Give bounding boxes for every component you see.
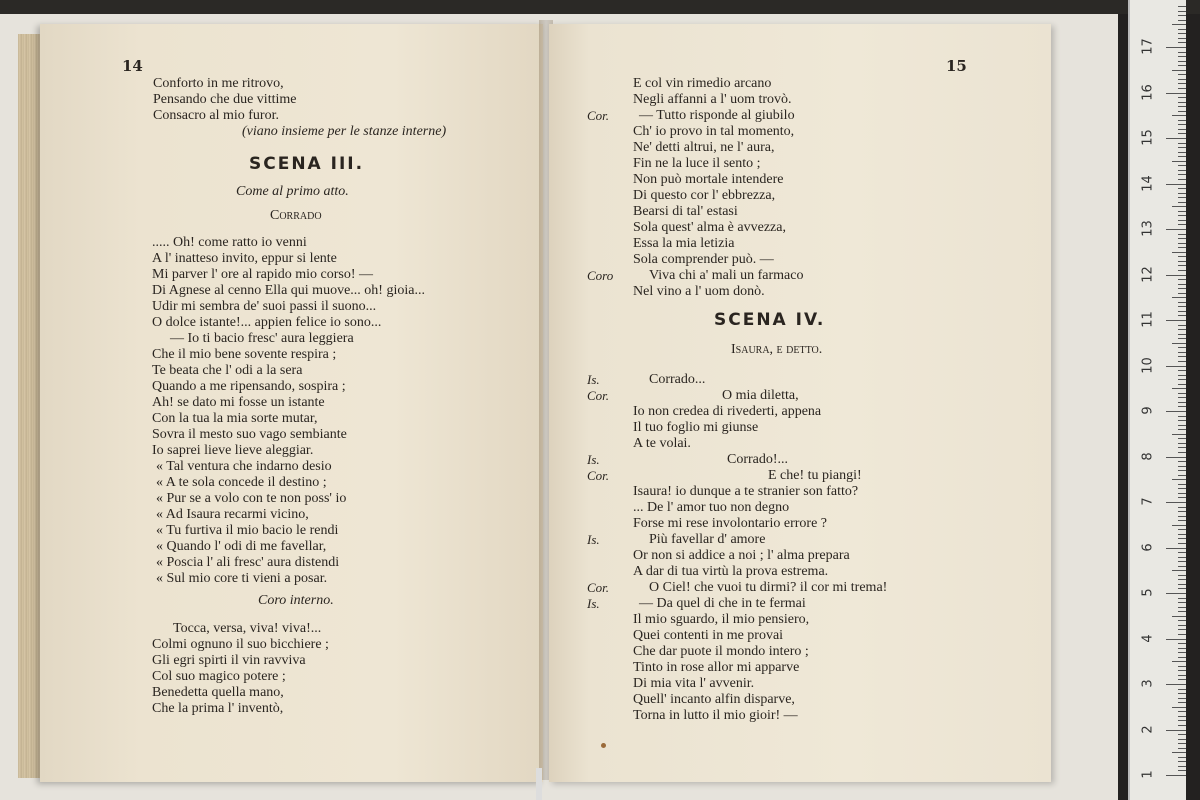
ruler-tick bbox=[1172, 70, 1186, 71]
ruler-tick bbox=[1178, 557, 1186, 558]
ruler-tick bbox=[1178, 234, 1186, 235]
ruler-tick bbox=[1178, 620, 1186, 621]
ruler-tick bbox=[1178, 6, 1186, 7]
ruler-tick bbox=[1178, 270, 1186, 271]
ruler-tick bbox=[1178, 293, 1186, 294]
left-page bbox=[40, 24, 543, 782]
right-line: Isaura! io dunque a te stranier son fatto? bbox=[633, 484, 859, 499]
ruler-tick bbox=[1178, 429, 1186, 430]
left-line: Ah! se dato mi fosse un istante bbox=[152, 395, 325, 410]
ruler-tick bbox=[1178, 566, 1186, 567]
ruler-tick bbox=[1172, 252, 1186, 253]
ruler-tick bbox=[1178, 147, 1186, 148]
ruler-tick bbox=[1166, 138, 1186, 139]
ruler-tick bbox=[1178, 497, 1186, 498]
ruler-tick bbox=[1178, 88, 1186, 89]
ruler-tick bbox=[1178, 511, 1186, 512]
ruler-tick bbox=[1178, 375, 1186, 376]
ruler-tick bbox=[1178, 447, 1186, 448]
left-line: Pensando che due vittime bbox=[153, 92, 297, 107]
ruler-tick bbox=[1172, 115, 1186, 116]
ruler-tick bbox=[1172, 752, 1186, 753]
right-line: O Ciel! che vuoi tu dirmi? il cor mi trema! bbox=[649, 580, 888, 595]
ruler-tick bbox=[1178, 416, 1186, 417]
ruler-tick bbox=[1178, 106, 1186, 107]
ruler-tick bbox=[1178, 352, 1186, 353]
ruler-tick bbox=[1178, 311, 1186, 312]
ruler-tick bbox=[1178, 329, 1186, 330]
left-line: Tocca, versa, viva! viva!... bbox=[173, 621, 322, 636]
right-line: Essa la mia letizia bbox=[633, 236, 735, 251]
ruler-tick bbox=[1178, 588, 1186, 589]
ruler-number: 8 bbox=[1140, 451, 1156, 461]
ruler-tick bbox=[1178, 42, 1186, 43]
ruler-tick bbox=[1178, 165, 1186, 166]
ruler-tick bbox=[1178, 675, 1186, 676]
right-line: Fin ne la luce il sento ; bbox=[633, 156, 761, 171]
ruler-tick bbox=[1178, 65, 1186, 66]
ruler-tick bbox=[1178, 438, 1186, 439]
ruler-tick bbox=[1178, 170, 1186, 171]
right-line: A te volai. bbox=[633, 436, 691, 451]
ruler-tick bbox=[1178, 265, 1186, 266]
left-line: Te beata che l' odi a la sera bbox=[152, 363, 303, 378]
ruler-number: 14 bbox=[1140, 174, 1156, 192]
ruler-tick bbox=[1178, 689, 1186, 690]
speaker-tag: Cor. bbox=[587, 388, 610, 403]
right-line: — Tutto risponde al giubilo bbox=[639, 108, 795, 123]
ruler-tick bbox=[1178, 698, 1186, 699]
ruler-tick bbox=[1178, 152, 1186, 153]
ruler-tick bbox=[1178, 711, 1186, 712]
ruler-tick bbox=[1178, 657, 1186, 658]
ruler-tick bbox=[1166, 93, 1186, 94]
ruler-tick bbox=[1178, 475, 1186, 476]
right-line: Negli affanni a l' uom trovò. bbox=[633, 92, 792, 107]
ruler-tick bbox=[1178, 256, 1186, 257]
right-line: Ne' detti altrui, ne l' aura, bbox=[633, 140, 775, 155]
speaker-tag: Coro bbox=[587, 268, 614, 283]
speaker-tag: Cor. bbox=[587, 108, 610, 123]
ruler-number: 15 bbox=[1140, 129, 1156, 146]
ruler-number: 5 bbox=[1140, 588, 1156, 597]
ruler-number: 12 bbox=[1140, 265, 1156, 283]
ruler-tick bbox=[1178, 470, 1186, 471]
ruler-tick bbox=[1178, 384, 1186, 385]
ruler-tick bbox=[1172, 661, 1186, 662]
left-line: Col suo magico potere ; bbox=[152, 669, 286, 684]
left-line: Coro interno. bbox=[258, 593, 334, 608]
ruler-tick bbox=[1178, 393, 1186, 394]
ruler-number: 17 bbox=[1140, 38, 1156, 55]
ruler-tick bbox=[1178, 129, 1186, 130]
ruler-tick bbox=[1178, 520, 1186, 521]
ruler-tick bbox=[1178, 702, 1186, 703]
ruler-tick bbox=[1178, 443, 1186, 444]
ruler-tick bbox=[1178, 325, 1186, 326]
ruler-tick bbox=[1178, 156, 1186, 157]
ruler-number: 10 bbox=[1140, 356, 1156, 374]
ruler-tick bbox=[1178, 61, 1186, 62]
left-line: Gli egri spirti il vin ravviva bbox=[152, 653, 306, 668]
right-line: A dar di tua virtù la prova estrema. bbox=[633, 564, 829, 579]
left-line: Mi parver l' ore al rapido mio corso! — bbox=[152, 267, 374, 282]
ruler-number: 2 bbox=[1140, 724, 1156, 734]
ruler-tick bbox=[1172, 24, 1186, 25]
ruler-tick bbox=[1178, 370, 1186, 371]
right-line: Il mio sguardo, il mio pensiero, bbox=[633, 612, 810, 627]
right-line: ... De l' amor tuo non degno bbox=[633, 500, 790, 515]
left-line: ..... Oh! come ratto io venni bbox=[152, 235, 307, 250]
ruler-tick bbox=[1166, 775, 1186, 776]
ruler-number: 1 bbox=[1140, 770, 1156, 779]
ruler-tick bbox=[1178, 243, 1186, 244]
left-line: Quando a me ripensando, sospira ; bbox=[152, 379, 346, 394]
ruler-tick bbox=[1178, 33, 1186, 34]
right-line: Corrado... bbox=[649, 372, 706, 387]
left-line: « Ad Isaura recarmi vicino, bbox=[156, 507, 309, 522]
right-line: Torna in lutto il mio gioir! — bbox=[633, 708, 798, 723]
left-line: Conforto in me ritrovo, bbox=[153, 76, 284, 91]
ruler-tick bbox=[1178, 379, 1186, 380]
ruler-tick bbox=[1178, 197, 1186, 198]
ruler-tick bbox=[1178, 284, 1186, 285]
right-line: Quei contenti in me provai bbox=[633, 628, 784, 643]
right-line: E col vin rimedio arcano bbox=[633, 76, 772, 91]
ruler-tick bbox=[1178, 29, 1186, 30]
measuring-ruler bbox=[1128, 0, 1186, 800]
ruler-tick bbox=[1178, 748, 1186, 749]
ruler-tick bbox=[1178, 725, 1186, 726]
ruler-tick bbox=[1178, 133, 1186, 134]
ruler-tick bbox=[1178, 202, 1186, 203]
ruler-tick bbox=[1172, 343, 1186, 344]
left-line: Corrado bbox=[270, 208, 322, 223]
left-line: « Sul mio core ti vieni a posar. bbox=[156, 571, 328, 586]
ruler-tick bbox=[1178, 420, 1186, 421]
ruler-tick bbox=[1172, 707, 1186, 708]
ruler-tick bbox=[1178, 666, 1186, 667]
ruler-tick bbox=[1178, 11, 1186, 12]
ruler-number: 9 bbox=[1140, 406, 1156, 415]
ruler-tick bbox=[1178, 670, 1186, 671]
ruler-tick bbox=[1172, 570, 1186, 571]
ruler-tick bbox=[1178, 484, 1186, 485]
ruler-tick bbox=[1178, 402, 1186, 403]
ruler-tick bbox=[1178, 74, 1186, 75]
ruler-number: 6 bbox=[1140, 542, 1156, 552]
ruler-tick bbox=[1178, 652, 1186, 653]
ruler-tick bbox=[1178, 56, 1186, 57]
ruler-tick bbox=[1166, 730, 1186, 731]
ruler-tick bbox=[1166, 502, 1186, 503]
ruler-tick bbox=[1178, 757, 1186, 758]
ruler-tick bbox=[1178, 488, 1186, 489]
ruler-tick bbox=[1178, 179, 1186, 180]
ruler-tick bbox=[1166, 411, 1186, 412]
ruler-tick bbox=[1178, 347, 1186, 348]
ruler-tick bbox=[1178, 770, 1186, 771]
ruler-tick bbox=[1166, 639, 1186, 640]
ruler-number: 13 bbox=[1140, 220, 1156, 237]
ruler-tick bbox=[1172, 525, 1186, 526]
ruler-tick bbox=[1178, 38, 1186, 39]
left-line: « A te sola concede il destino ; bbox=[156, 475, 327, 490]
ruler-tick bbox=[1166, 275, 1186, 276]
ruler-tick bbox=[1166, 457, 1186, 458]
ruler-tick bbox=[1178, 97, 1186, 98]
speaker-tag: Is. bbox=[587, 452, 600, 467]
left-line: Con la tua la mia sorte mutar, bbox=[152, 411, 318, 426]
ruler-tick bbox=[1178, 584, 1186, 585]
right-line: Corrado!... bbox=[727, 452, 789, 467]
ruler-edge bbox=[1128, 0, 1130, 800]
left-line: Consacro al mio furor. bbox=[153, 108, 279, 123]
right-line: Or non si addice a noi ; l' alma prepara bbox=[633, 548, 850, 563]
left-line: Come al primo atto. bbox=[236, 184, 349, 199]
right-line: Io non credea di rivederti, appena bbox=[633, 404, 822, 419]
ruler-tick bbox=[1178, 15, 1186, 16]
ruler-tick bbox=[1178, 238, 1186, 239]
left-line: O dolce istante!... appien felice io sono... bbox=[152, 315, 382, 330]
ink-spot bbox=[601, 743, 606, 748]
ruler-tick bbox=[1178, 693, 1186, 694]
right-line: Non può mortale intendere bbox=[633, 172, 784, 187]
bookmark-ribbon bbox=[536, 768, 542, 800]
ruler-tick bbox=[1178, 247, 1186, 248]
ruler-number: 16 bbox=[1140, 83, 1156, 101]
ruler-tick bbox=[1178, 561, 1186, 562]
ruler-tick bbox=[1166, 184, 1186, 185]
ruler-tick bbox=[1178, 79, 1186, 80]
page-stack-edge bbox=[18, 34, 42, 778]
left-line: Che il mio bene sovente respira ; bbox=[152, 347, 337, 362]
ruler-tick bbox=[1178, 406, 1186, 407]
ruler-tick bbox=[1178, 466, 1186, 467]
left-line: « Poscia l' ali fresc' aura distendi bbox=[156, 555, 340, 570]
ruler-tick bbox=[1178, 634, 1186, 635]
ruler-tick bbox=[1178, 52, 1186, 53]
ruler-tick bbox=[1178, 625, 1186, 626]
left-line: (viano insieme per le stanze interne) bbox=[242, 124, 447, 139]
top-dark-strip bbox=[0, 0, 1200, 14]
right-line: Viva chi a' mali un farmaco bbox=[649, 268, 804, 283]
left-line: « Pur se a volo con te non poss' io bbox=[156, 491, 347, 506]
ruler-tick bbox=[1178, 648, 1186, 649]
ruler-tick bbox=[1178, 766, 1186, 767]
ruler-tick bbox=[1172, 161, 1186, 162]
ruler-tick bbox=[1166, 320, 1186, 321]
right-line: Più favellar d' amore bbox=[649, 532, 766, 547]
left-line: A l' inatteso invito, eppur si lente bbox=[152, 251, 337, 266]
ruler-tick bbox=[1178, 306, 1186, 307]
ruler-tick bbox=[1178, 761, 1186, 762]
ruler-tick bbox=[1178, 302, 1186, 303]
right-line: E che! tu piangi! bbox=[768, 468, 862, 483]
ruler-tick bbox=[1178, 211, 1186, 212]
ruler-tick bbox=[1178, 124, 1186, 125]
left-line: Benedetta quella mano, bbox=[152, 685, 284, 700]
left-line: Sovra il mesto suo vago sembiante bbox=[152, 427, 347, 442]
ruler-tick bbox=[1178, 356, 1186, 357]
left-page-number: 14 bbox=[122, 57, 143, 75]
right-line: Che dar puote il mondo intero ; bbox=[633, 644, 809, 659]
ruler-tick bbox=[1178, 611, 1186, 612]
ruler-tick bbox=[1178, 224, 1186, 225]
ruler-tick bbox=[1178, 83, 1186, 84]
right-line: Bearsi di tal' estasi bbox=[633, 204, 738, 219]
ruler-tick bbox=[1178, 315, 1186, 316]
ruler-tick bbox=[1178, 543, 1186, 544]
right-line: Il tuo foglio mi giunse bbox=[633, 420, 759, 435]
right-line: Nel vino a l' uom donò. bbox=[633, 284, 765, 299]
ruler-tick bbox=[1178, 629, 1186, 630]
ruler-tick bbox=[1172, 297, 1186, 298]
right-line: — Da quel di che in te fermai bbox=[639, 596, 806, 611]
left-line: « Tu furtiva il mio bacio le rendi bbox=[156, 523, 339, 538]
ruler-tick bbox=[1178, 716, 1186, 717]
ruler-tick bbox=[1178, 598, 1186, 599]
ruler-tick bbox=[1178, 720, 1186, 721]
left-line: « Tal ventura che indarno desio bbox=[156, 459, 332, 474]
left-line: « Quando l' odi di me favellar, bbox=[156, 539, 327, 554]
ruler-tick bbox=[1178, 602, 1186, 603]
ruler-tick bbox=[1178, 102, 1186, 103]
ruler-tick bbox=[1178, 461, 1186, 462]
ruler-number: 11 bbox=[1140, 311, 1156, 328]
right-line: Ch' io provo in tal momento, bbox=[633, 124, 795, 139]
ruler-tick bbox=[1172, 206, 1186, 207]
left-line: — Io ti bacio fresc' aura leggiera bbox=[170, 331, 354, 346]
ruler-number: 7 bbox=[1140, 497, 1156, 506]
ruler-tick bbox=[1178, 143, 1186, 144]
right-page bbox=[549, 24, 1051, 782]
right-line: O mia diletta, bbox=[722, 388, 799, 403]
ruler-tick bbox=[1178, 743, 1186, 744]
right-line: Quell' incanto alfin disparve, bbox=[633, 692, 795, 707]
ruler-tick bbox=[1178, 507, 1186, 508]
right-line: Di mia vita l' avvenir. bbox=[633, 676, 755, 691]
ruler-tick bbox=[1172, 434, 1186, 435]
ruler-tick bbox=[1178, 220, 1186, 221]
ruler-tick bbox=[1178, 20, 1186, 21]
ruler-tick bbox=[1166, 593, 1186, 594]
ruler-number: 3 bbox=[1140, 679, 1156, 688]
ruler-tick bbox=[1178, 552, 1186, 553]
ruler-tick bbox=[1178, 679, 1186, 680]
ruler-tick bbox=[1178, 643, 1186, 644]
ruler-tick bbox=[1178, 579, 1186, 580]
left-line: Udir mi sembra de' suoi passi il suono... bbox=[152, 299, 377, 314]
ruler-tick bbox=[1172, 479, 1186, 480]
right-line: Sola quest' alma è avvezza, bbox=[633, 220, 786, 235]
ruler-tick bbox=[1178, 516, 1186, 517]
ruler-tick bbox=[1178, 397, 1186, 398]
ruler-tick bbox=[1178, 425, 1186, 426]
ruler-tick bbox=[1178, 193, 1186, 194]
left-line: Che la prima l' inventò, bbox=[152, 701, 284, 716]
left-line: Colmi ognuno il suo bicchiere ; bbox=[152, 637, 329, 652]
right-line: Sola comprender può. — bbox=[633, 252, 774, 267]
ruler-tick bbox=[1178, 534, 1186, 535]
left-line: Io saprei lieve lieve aleggiar. bbox=[152, 443, 314, 458]
ruler-tick bbox=[1178, 279, 1186, 280]
speaker-tag: Cor. bbox=[587, 580, 610, 595]
ruler-tick bbox=[1178, 288, 1186, 289]
ruler-tick bbox=[1178, 493, 1186, 494]
speaker-tag: Is. bbox=[587, 372, 600, 387]
scene-heading: SCENA IV. bbox=[714, 310, 826, 330]
ruler-tick bbox=[1178, 739, 1186, 740]
ruler-tick bbox=[1178, 215, 1186, 216]
ruler-tick bbox=[1172, 388, 1186, 389]
ruler-tick bbox=[1178, 174, 1186, 175]
ruler-tick bbox=[1178, 607, 1186, 608]
ruler-tick bbox=[1172, 616, 1186, 617]
ruler-tick bbox=[1166, 366, 1186, 367]
ruler-tick bbox=[1178, 538, 1186, 539]
speaker-tag: Is. bbox=[587, 532, 600, 547]
ruler-tick bbox=[1178, 338, 1186, 339]
right-line: Tinto in rose allor mi apparve bbox=[633, 660, 800, 675]
ruler-tick bbox=[1178, 334, 1186, 335]
right-line: Isaura, e detto. bbox=[731, 342, 823, 357]
left-line: Di Agnese al cenno Ella qui muove... oh! gioia... bbox=[152, 283, 425, 298]
right-page-number: 15 bbox=[946, 57, 967, 75]
ruler-tick bbox=[1166, 229, 1186, 230]
ruler-tick bbox=[1166, 548, 1186, 549]
right-line: Di questo cor l' ebbrezza, bbox=[633, 188, 776, 203]
ruler-number: 4 bbox=[1140, 633, 1156, 643]
ruler-tick bbox=[1166, 684, 1186, 685]
speaker-tag: Cor. bbox=[587, 468, 610, 483]
ruler-tick bbox=[1178, 361, 1186, 362]
ruler-tick bbox=[1178, 452, 1186, 453]
ruler-tick bbox=[1166, 47, 1186, 48]
ruler-tick bbox=[1178, 575, 1186, 576]
scene-heading: SCENA III. bbox=[249, 154, 365, 174]
ruler-tick bbox=[1178, 188, 1186, 189]
ruler-tick bbox=[1178, 120, 1186, 121]
ruler-tick bbox=[1178, 734, 1186, 735]
speaker-tag: Is. bbox=[587, 596, 600, 611]
ruler-tick bbox=[1178, 111, 1186, 112]
ruler-tick bbox=[1178, 529, 1186, 530]
ruler-tick bbox=[1178, 261, 1186, 262]
right-line: Forse mi rese involontario errore ? bbox=[633, 516, 827, 531]
